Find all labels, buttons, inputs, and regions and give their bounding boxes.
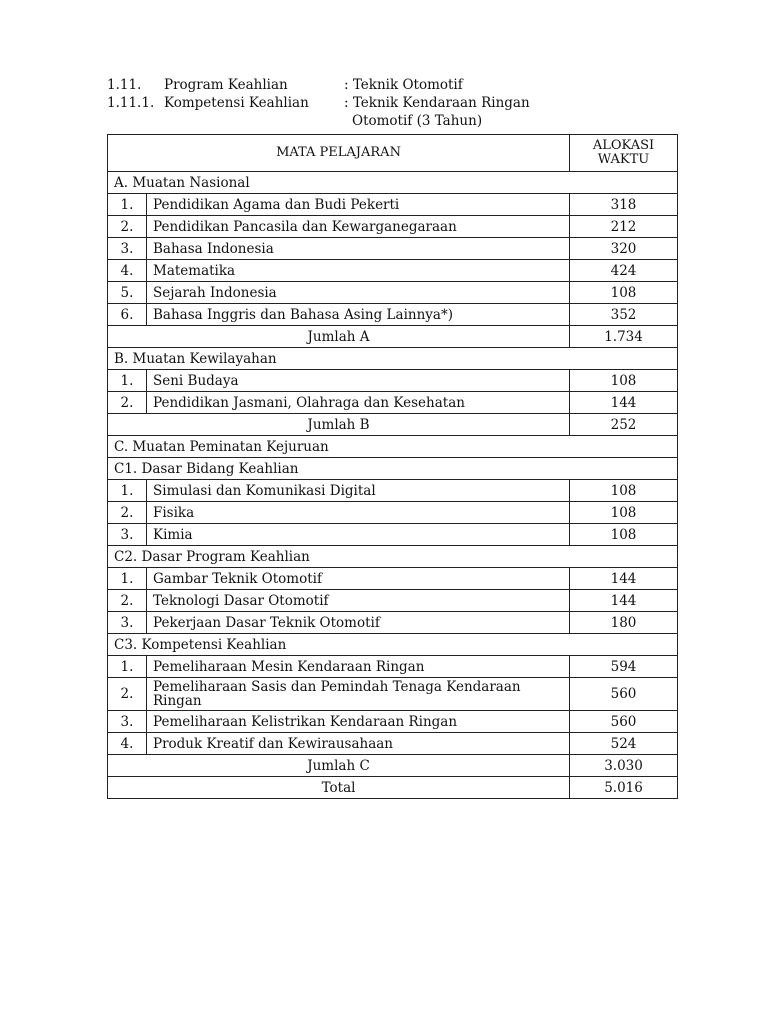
col-header-allocation-line2: WAKTU — [597, 152, 650, 167]
section-row — [108, 436, 678, 458]
row-number: 1. — [108, 370, 147, 392]
row-subject: Bahasa Indonesia — [147, 238, 570, 260]
subsection-number: 1.11.1. — [107, 95, 155, 111]
subtotal-value-c: 3.030 — [570, 755, 678, 777]
table-row — [108, 502, 678, 524]
row-subject: Kimia — [147, 524, 570, 546]
row-allocation: 524 — [570, 733, 678, 755]
row-number: 2. — [108, 678, 147, 711]
subtotal-value-b: 252 — [570, 414, 678, 436]
subtotal-label-c: Jumlah C — [108, 755, 570, 777]
table-row — [108, 733, 678, 755]
row-allocation: 108 — [570, 282, 678, 304]
row-allocation: 144 — [570, 392, 678, 414]
row-number: 3. — [108, 612, 147, 634]
total-value: 5.016 — [570, 777, 678, 799]
table-row — [108, 480, 678, 502]
row-allocation: 108 — [570, 502, 678, 524]
subtotal-row — [108, 326, 678, 348]
row-allocation: 318 — [570, 194, 678, 216]
row-subject: Teknologi Dasar Otomotif — [147, 590, 570, 612]
table-row — [108, 590, 678, 612]
row-allocation: 560 — [570, 711, 678, 733]
row-subject: Sejarah Indonesia — [147, 282, 570, 304]
program-value: : Teknik Otomotif — [344, 77, 463, 93]
row-subject: Pemeliharaan Kelistrikan Kendaraan Ringan — [147, 711, 570, 733]
row-subject: Pendidikan Pancasila dan Kewarganegaraan — [147, 216, 570, 238]
subtotal-row — [108, 755, 678, 777]
row-allocation: 180 — [570, 612, 678, 634]
row-allocation: 144 — [570, 568, 678, 590]
row-number: 1. — [108, 656, 147, 678]
row-subject: Bahasa Inggris dan Bahasa Asing Lainnya*) — [147, 304, 570, 326]
row-number: 2. — [108, 392, 147, 414]
table-row — [108, 711, 678, 733]
row-subject: Produk Kreatif dan Kewirausahaan — [147, 733, 570, 755]
program-label: Program Keahlian — [164, 77, 288, 93]
competency-value: : Teknik Kendaraan Ringan — [344, 95, 530, 111]
subtotal-label-b: Jumlah B — [108, 414, 570, 436]
competency-label: Kompetensi Keahlian — [164, 95, 309, 111]
subsection-row — [108, 634, 678, 656]
row-number: 4. — [108, 733, 147, 755]
row-subject: Pekerjaan Dasar Teknik Otomotif — [147, 612, 570, 634]
row-number: 1. — [108, 568, 147, 590]
subsection-row — [108, 546, 678, 568]
table-row — [108, 238, 678, 260]
col-header-subject: MATA PELAJARAN — [108, 135, 570, 172]
subsection-title-c1: C1. Dasar Bidang Keahlian — [108, 458, 678, 480]
table-row — [108, 656, 678, 678]
table-header-row — [108, 135, 678, 172]
section-title-a: A. Muatan Nasional — [108, 172, 678, 194]
row-allocation: 144 — [570, 590, 678, 612]
table-row — [108, 194, 678, 216]
row-number: 1. — [108, 194, 147, 216]
row-subject: Pemeliharaan Mesin Kendaraan Ringan — [147, 656, 570, 678]
row-number: 6. — [108, 304, 147, 326]
row-allocation: 108 — [570, 524, 678, 546]
total-label: Total — [108, 777, 570, 799]
row-allocation: 594 — [570, 656, 678, 678]
row-number: 3. — [108, 524, 147, 546]
table-row — [108, 568, 678, 590]
row-allocation: 352 — [570, 304, 678, 326]
table-row — [108, 260, 678, 282]
program-header — [107, 76, 667, 132]
row-subject: Simulasi dan Komunikasi Digital — [147, 480, 570, 502]
table-row — [108, 370, 678, 392]
row-number: 5. — [108, 282, 147, 304]
row-subject: Fisika — [147, 502, 570, 524]
row-number: 2. — [108, 590, 147, 612]
row-number: 3. — [108, 711, 147, 733]
table-row — [108, 678, 678, 711]
col-header-allocation-line1: ALOKASI — [592, 138, 655, 153]
section-row — [108, 348, 678, 370]
table-row — [108, 612, 678, 634]
subsection-title-c3: C3. Kompetensi Keahlian — [108, 634, 678, 656]
row-subject: Matematika — [147, 260, 570, 282]
subtotal-row — [108, 414, 678, 436]
row-allocation: 212 — [570, 216, 678, 238]
section-title-b: B. Muatan Kewilayahan — [108, 348, 678, 370]
subtotal-label-a: Jumlah A — [108, 326, 570, 348]
row-allocation: 424 — [570, 260, 678, 282]
subtotal-value-a: 1.734 — [570, 326, 678, 348]
table-row — [108, 304, 678, 326]
competency-value-cont: Otomotif (3 Tahun) — [352, 113, 483, 129]
row-allocation: 108 — [570, 480, 678, 502]
row-number: 1. — [108, 480, 147, 502]
subsection-row — [108, 458, 678, 480]
section-row — [108, 172, 678, 194]
row-number: 3. — [108, 238, 147, 260]
row-subject: Pendidikan Jasmani, Olahraga dan Kesehatan — [147, 392, 570, 414]
row-allocation: 560 — [570, 678, 678, 711]
table-row — [108, 392, 678, 414]
col-header-allocation — [570, 135, 678, 172]
row-subject: Pemeliharaan Sasis dan Pemindah Tenaga Kendaraan Ringan — [147, 678, 570, 711]
row-subject: Seni Budaya — [147, 370, 570, 392]
row-subject: Pendidikan Agama dan Budi Pekerti — [147, 194, 570, 216]
total-row — [108, 777, 678, 799]
row-subject: Gambar Teknik Otomotif — [147, 568, 570, 590]
table-row — [108, 524, 678, 546]
row-number: 4. — [108, 260, 147, 282]
subsection-title-c2: C2. Dasar Program Keahlian — [108, 546, 678, 568]
section-title-c: C. Muatan Peminatan Kejuruan — [108, 436, 678, 458]
table-row — [108, 282, 678, 304]
curriculum-table — [107, 134, 678, 799]
row-number: 2. — [108, 216, 147, 238]
row-allocation: 320 — [570, 238, 678, 260]
section-number: 1.11. — [107, 77, 142, 93]
row-number: 2. — [108, 502, 147, 524]
table-row — [108, 216, 678, 238]
row-allocation: 108 — [570, 370, 678, 392]
